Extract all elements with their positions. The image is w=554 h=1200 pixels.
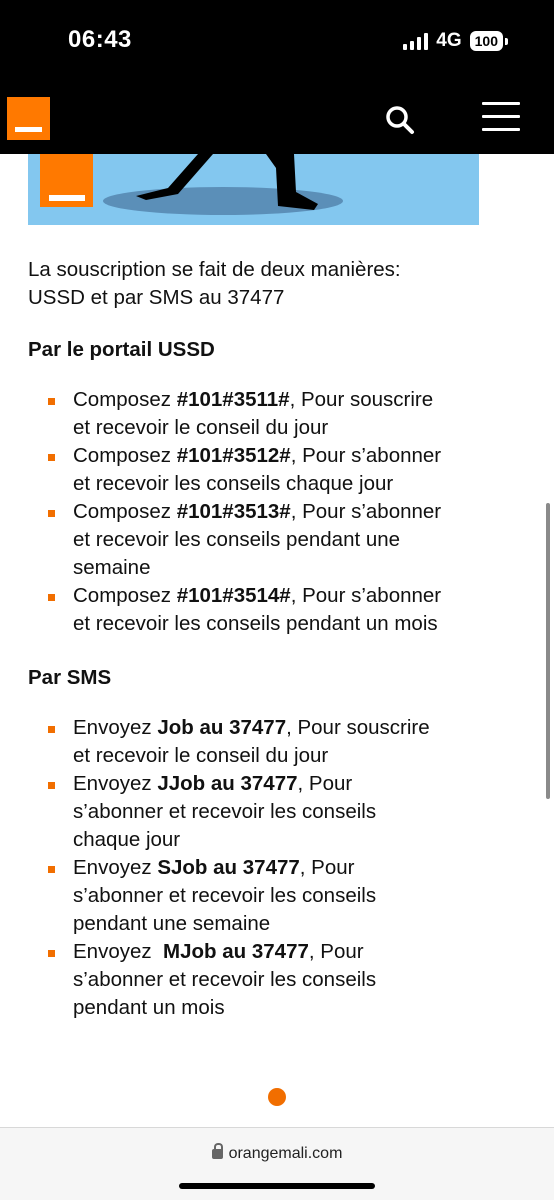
orange-logo-icon[interactable] — [7, 97, 50, 140]
scrollbar[interactable] — [546, 503, 550, 799]
list-item: Composez #101#3512#, Pour s’abonner et recevoir les conseils chaque jour — [28, 442, 488, 498]
list-item: Composez #101#3513#, Pour s’abonner et recevoir les conseils pendant une semaine — [28, 498, 488, 582]
list-item: Composez #101#3514#, Pour s’abonner et recevoir les conseils pendant un mois — [28, 582, 488, 638]
url-field[interactable] — [0, 1145, 554, 1163]
browser-address-bar[interactable] — [0, 1127, 554, 1200]
status-indicators — [403, 30, 508, 52]
signal-icon — [403, 32, 428, 50]
list-item: Envoyez MJob au 37477, Pour s’abonner et recevoir les conseils pendant un mois — [28, 938, 488, 1022]
hero-illustration — [28, 154, 479, 225]
sms-list — [28, 714, 488, 1022]
top-bar — [0, 0, 554, 154]
battery-level: 100 — [470, 31, 503, 51]
home-indicator[interactable] — [179, 1183, 375, 1189]
list-item: Envoyez Job au 37477, Pour souscrire et recevoir le conseil du jour — [28, 714, 488, 770]
person-illustration — [28, 154, 479, 225]
intro-text — [28, 256, 488, 312]
list-item: Envoyez JJob au 37477, Pour s’abonner et recevoir les conseils chaque jour — [28, 770, 488, 854]
battery-icon — [470, 31, 508, 51]
lock-icon — [212, 1149, 223, 1159]
search-icon[interactable] — [382, 102, 418, 138]
hamburger-menu-icon[interactable] — [482, 102, 520, 134]
network-type: 4G — [436, 30, 462, 51]
status-time: 06:43 — [68, 26, 132, 53]
url-text: orangemali.com — [228, 1145, 343, 1162]
sms-section-title: Par SMS — [28, 666, 112, 689]
list-item: Composez #101#3511#, Pour souscrire et recevoir le conseil du jour — [28, 386, 488, 442]
intro-line: La souscription se fait de deux manières: — [28, 258, 401, 281]
pagination-dot[interactable] — [268, 1088, 286, 1106]
ussd-section-title: Par le portail USSD — [28, 338, 215, 361]
article-content — [28, 256, 488, 1048]
list-item: Envoyez SJob au 37477, Pour s’abonner et recevoir les conseils pendant une semaine — [28, 854, 488, 938]
ussd-list — [28, 386, 488, 638]
intro-line: USSD et par SMS au 37477 — [28, 286, 285, 309]
orange-logo-icon — [40, 154, 93, 207]
